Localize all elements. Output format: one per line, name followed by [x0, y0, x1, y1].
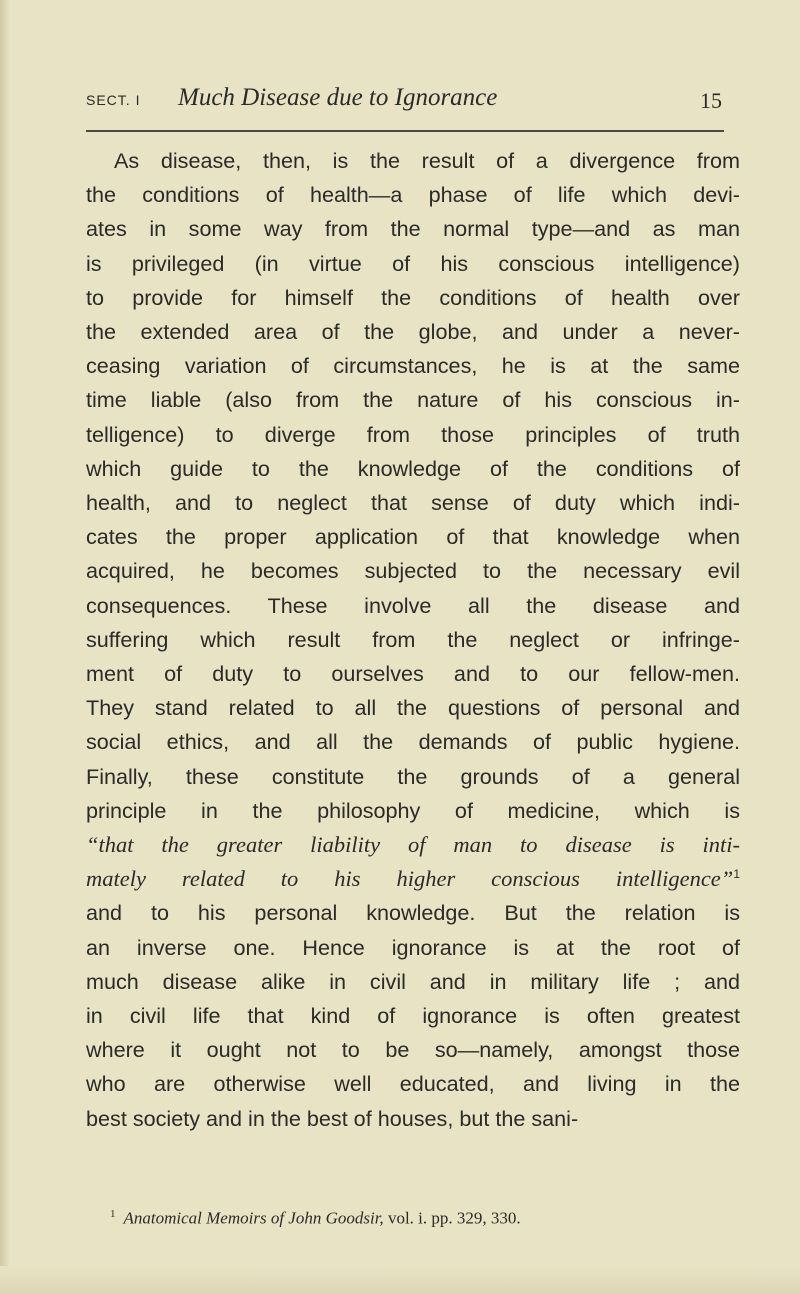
running-header [86, 84, 724, 124]
body-text [86, 144, 740, 1136]
italic-quote-line-with-note [86, 862, 740, 896]
text-line: best society and in the best of houses, but the sani- [86, 1105, 579, 1131]
text-line: consequences. These involve all the disease and [86, 592, 740, 618]
text-line: ment of duty to ourselves and to our fellow-men. [86, 661, 740, 687]
text-line: As disease, then, is the result of a divergence from [114, 148, 740, 173]
text-line: suffering which result from the neglect or infringe- [86, 626, 740, 652]
text-line: and to his personal knowledge. But the relation is [86, 900, 740, 926]
text-line: in civil life that kind of ignorance is often greatest [86, 1003, 740, 1029]
footnote-reference-text: vol. i. pp. 329, 330. [387, 1208, 521, 1228]
text-line: acquired, he becomes subjected to the necessary evil [86, 558, 740, 584]
text-line: social ethics, and all the demands of public hygiene. [86, 729, 740, 755]
text-line: telligence) to diverge from those principles of truth [86, 421, 740, 447]
footnote-work-title: Anatomical Memoirs of John Goodsir, [123, 1208, 384, 1228]
section-label: SECT. I [86, 92, 141, 108]
text-line: the extended area of the globe, and under a never- [86, 319, 740, 345]
text-line: health, and to neglect that sense of duty which indi- [86, 490, 740, 516]
text-line: where it ought not to be so—namely, amongst those [86, 1037, 740, 1063]
page-edge [0, 0, 10, 1294]
text-line: principle in the philosophy of medicine, which is [86, 797, 740, 823]
text-line: which guide to the knowledge of the conditions of [86, 455, 740, 481]
page-number: 15 [700, 88, 722, 113]
text-line: time liable (also from the nature of his conscious in- [86, 387, 740, 413]
text-line: ceasing variation of circumstances, he is at the same [86, 353, 740, 379]
text-line: is privileged (in virtue of his conscious intelligence) [86, 250, 740, 276]
italic-quote-text: mately related to his higher conscious intelligence” [86, 866, 734, 892]
text-line: Finally, these constitute the grounds of a general [86, 763, 740, 789]
page-bottom-edge [0, 1266, 800, 1294]
italic-quote-line: “that the greater liability of man to disease is inti- [86, 832, 740, 858]
footnote-reference: 1 [733, 867, 740, 882]
footnote [110, 1208, 740, 1229]
text-line: an inverse one. Hence ignorance is at the root of [86, 934, 740, 960]
text-line: They stand related to all the questions of personal and [86, 695, 740, 721]
text-line: who are otherwise well educated, and living in the [86, 1071, 740, 1097]
footnote-number: 1 [110, 1208, 116, 1220]
text-line: to provide for himself the conditions of health over [86, 284, 740, 310]
text-line: the conditions of health—a phase of life which devi- [86, 182, 740, 208]
header-rule [86, 130, 724, 132]
running-title: Much Disease due to Ignorance [178, 84, 498, 111]
text-line: ates in some way from the normal type—and as man [86, 216, 740, 242]
text-line: cates the proper application of that knowledge when [86, 524, 740, 550]
text-line: much disease alike in civil and in military life ; and [86, 968, 740, 994]
